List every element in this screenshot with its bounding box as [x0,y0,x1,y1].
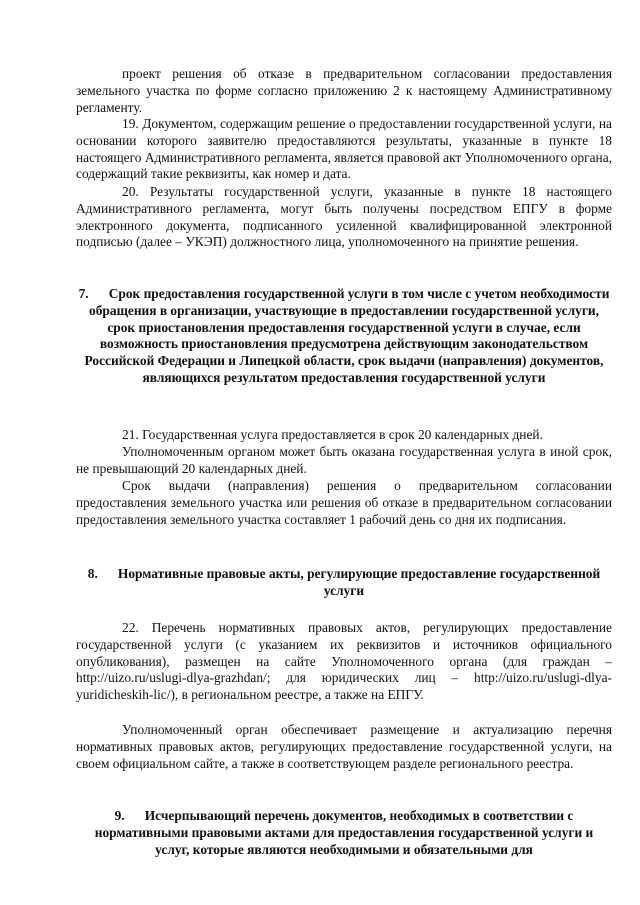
paragraph-continuation: проект решения об отказе в предварительном согласовании предоставления земельного участка по форме согласно приложению 2 к настоящему Административному регламенту. [76,66,612,115]
paragraph-21-issue-term: Срок выдачи (направления) решения о предварительном согласовании предоставления земельного участка или решения об отказе в предварительном согласовании предоставления земельного участка составляет 1 рабочий день со дня их подписания. [76,478,612,527]
paragraph-22-publication: Уполномоченный орган обеспечивает размещение и актуализацию перечня нормативных правовых актов, регулирующих предоставление государственной услуги, на своем официальном сайте, а также в соответствующем разделе регионального реестра. [76,722,612,771]
section-7-heading [76,286,612,387]
paragraph-22: 22. Перечень нормативных правовых актов, регулирующих предоставление государственной услуги (с указанием их реквизитов и источников официального опубликования), размещен на сайте Уполномоченного органа (для граждан – http://uizo.ru/uslugi-dlya-grazhdan/; для юридических лиц – http://uizo.ru/uslugi-dlya-yuridicheskih-lic/), в региональном реестре, а также на ЕПГУ. [76,620,612,703]
section-9-heading [76,808,612,858]
paragraph-19: 19. Документом, содержащим решение о предоставлении государственной услуги, на основании которого заявителю предоставляются результаты, указанные в пункте 18 настоящего Административного регламента, является правовой акт Уполномоченного органа, содержащий такие реквизиты, как номер и дата. [76,116,612,182]
section-8-title: Нормативные правовые акты, регулирующие предоставление государственной услуги [117,566,601,598]
section-8-number: 8. [87,566,98,581]
paragraph-21-alt-term: Уполномоченным органом может быть оказана государственная услуга в иной срок, не превышающий 20 календарных дней. [76,444,612,476]
section-7-title: Срок предоставления государственной услуги в том числе с учетом необходимости обращения в организации, участвующие в предоставлении государственной услуги, срок приостановления предоставления государственной услуги в случае, если возможность приостановления предусмотрена действующим законодательством Российской Федерации и Липецкой области, срок выдачи (направления) документов, являющихся результатом предоставления государственной услуги [84,286,610,385]
paragraph-20: 20. Результаты государственной услуги, указанные в пункте 18 настоящего Административного регламента, могут быть получены посредством ЕПГУ в форме электронного документа, подписанного усиленной квалифицированной электронной подписью (далее – УКЭП) должностного лица, уполномоченного на принятие решения. [76,184,612,250]
section-8-heading [76,566,612,600]
paragraph-21: 21. Государственная услуга предоставляется в срок 20 календарных дней. [122,427,543,442]
section-9-number: 9. [114,808,125,823]
section-9-title: Исчерпывающий перечень документов, необходимых в соответствии с нормативными правовыми актами для предоставления государственной услуги и услуг, которые являются необходимыми и обязательными для [94,808,594,857]
section-7-number: 7. [78,286,89,301]
